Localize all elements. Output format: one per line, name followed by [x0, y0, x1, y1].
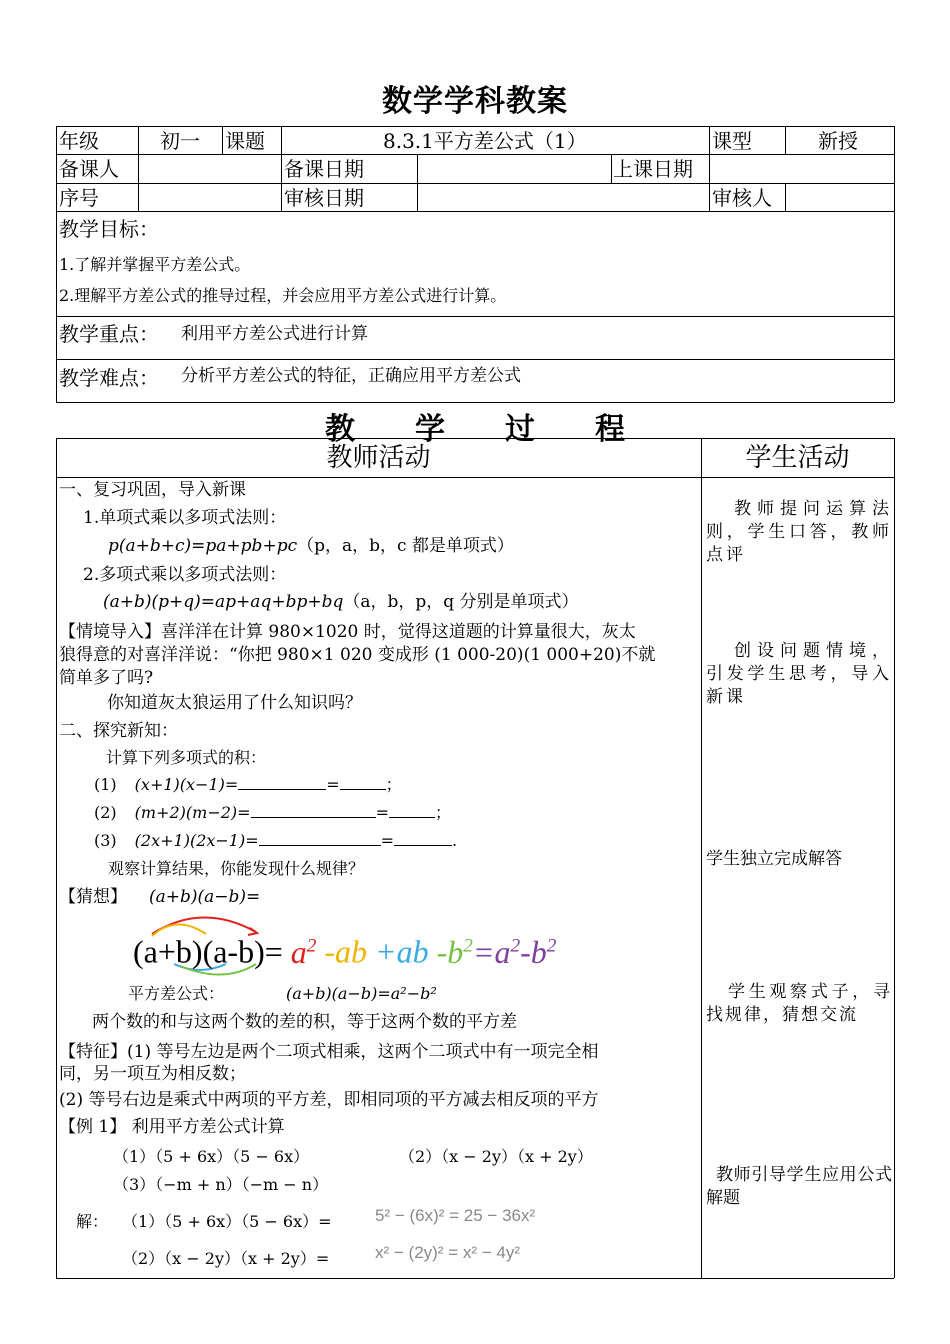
preparer-label: 备课人 [59, 157, 119, 181]
term-a-squared: $a^2$ [290, 933, 317, 970]
term-minus-b-squared: $-b^2$ [436, 933, 473, 970]
feature-line: 【特征】(1) 等号左边是两个二项式相乘，这两个二项式中有一项完全相 [59, 1042, 599, 1062]
formula-label: 平方差公式： [128, 984, 225, 1003]
rule2-formula-line: (a+b)(p+q)=ap+aq+bp+bq（a，b，p，q 分别是单项式） [103, 592, 579, 612]
student-activity-4: 学生观察式子，寻找规律，猜想交流 [706, 982, 892, 1025]
student-activity-3: 学生独立完成解答 [706, 849, 842, 869]
intro-line: 狼得意的对喜洋洋说：“你把 980×1 020 变成形 (1 000-20)(1 000+20)不就 [59, 645, 656, 665]
process-title: 教 学 过 程 [325, 412, 625, 447]
difficulty-text: 分析平方差公式的特征，正确应用平方差公式 [181, 366, 521, 386]
goal-item: 2.理解平方差公式的推导过程，并会应用平方差公式进行计算。 [59, 286, 507, 305]
feature-line: (2) 等号右边是乘式中两项的平方差，即相同项的平方减去相反项的平方 [59, 1090, 599, 1110]
calc-prompt: 计算下列多项式的积： [106, 748, 267, 767]
solution-1-rhs: 5² − (6x)² = 25 − 36x² [375, 1206, 536, 1225]
student-activity-2: 创设问题情境，引发学生思考，导入新课 [706, 641, 892, 707]
feature-line: 同，另一项互为相反数； [59, 1064, 246, 1084]
grade-label: 年级 [59, 129, 99, 153]
result-term: $=a^2-b^2$ [472, 933, 557, 970]
calc-row-2: (2) (m+2)(m−2)= = ； [94, 803, 451, 822]
prep-date-label: 备课日期 [284, 157, 364, 181]
serial-label: 序号 [59, 186, 99, 210]
solution-1-lhs: （1）（5 + 6x）（5 − 6x）= [122, 1212, 332, 1231]
class-date-label: 上课日期 [613, 157, 693, 181]
observe-question: 观察计算结果，你能发现什么规律？ [108, 859, 365, 878]
topic-label: 课题 [225, 129, 265, 153]
term-plus-ab: +ab [375, 933, 429, 970]
solution-2-lhs: （2）（x − 2y）（x + 2y）= [122, 1249, 330, 1268]
student-column-header: 学生活动 [745, 443, 850, 473]
section-review: 一、复习巩固，导入新课 [59, 480, 246, 500]
page-title: 数学学科教案 [382, 84, 568, 119]
solution-2-rhs: x² − (2y)² = x² − 4y² [375, 1243, 520, 1262]
rule1-title: 1.单项式乘以多项式法则： [83, 508, 287, 528]
goal-item: 1.了解并掌握平方差公式。 [59, 255, 251, 274]
formula: (a+b)(a−b)=a²−b² [286, 984, 437, 1003]
formula-words: 两个数的和与这两个数的差的积，等于这两个数的平方差 [92, 1012, 517, 1032]
intro-question: 你知道灰太狼运用了什么知识吗？ [107, 693, 362, 713]
example-item: （3）（−m + n）（−m − n） [113, 1175, 329, 1194]
key-point-text: 利用平方差公式进行计算 [181, 324, 368, 344]
student-activity-5: 教师引导学生应用公式解题 [706, 1165, 892, 1208]
reviewer-label: 审核人 [712, 186, 772, 210]
example-item: （2）（x − 2y）（x + 2y） [399, 1147, 593, 1166]
term-minus-ab: -ab [324, 933, 368, 970]
example-item: （1）（5 + 6x）（5 − 6x） [113, 1147, 310, 1166]
calc-row-3: (3) (2x+1)(2x−1)= = . [94, 831, 458, 850]
grade-value: 初一 [160, 129, 200, 153]
difference-of-squares-expansion: $(a+b)(a-b)= a^2$ -ab +ab $-b^2=a^2-b^2$ [133, 933, 557, 970]
rule1-formula-line: p(a+b+c)=pa+pb+pc（p，a，b，c 都是单项式） [108, 536, 514, 556]
section-explore: 二、探究新知： [59, 721, 178, 741]
rule2-title: 2.多项式乘以多项式法则： [83, 565, 287, 585]
intro-line: 简单多了吗? [59, 668, 154, 688]
teacher-column-header: 教师活动 [326, 443, 431, 473]
calc-row-1: (1) (x+1)(x−1)= = ； [94, 775, 402, 794]
topic-value: 8.3.1平方差公式（1） [383, 129, 587, 153]
student-activity-1: 教师提问运算法则，学生口答，教师点评 [706, 499, 892, 565]
key-point-label: 教学重点： [59, 322, 159, 346]
difficulty-label: 教学难点： [59, 366, 159, 390]
lesson-type-label: 课型 [712, 129, 752, 153]
lesson-type-value: 新授 [818, 129, 858, 153]
review-date-label: 审核日期 [284, 186, 364, 210]
goals-label: 教学目标： [59, 217, 159, 241]
guess-line: 【猜想】 (a+b)(a−b)= [59, 887, 261, 907]
solution-label: 解： [76, 1212, 109, 1231]
intro-line: 【情境导入】喜洋洋在计算 980×1020 时，觉得这道题的计算量很大，灰太 [59, 622, 636, 642]
example-title: 【例 1】 利用平方差公式计算 [59, 1117, 285, 1137]
